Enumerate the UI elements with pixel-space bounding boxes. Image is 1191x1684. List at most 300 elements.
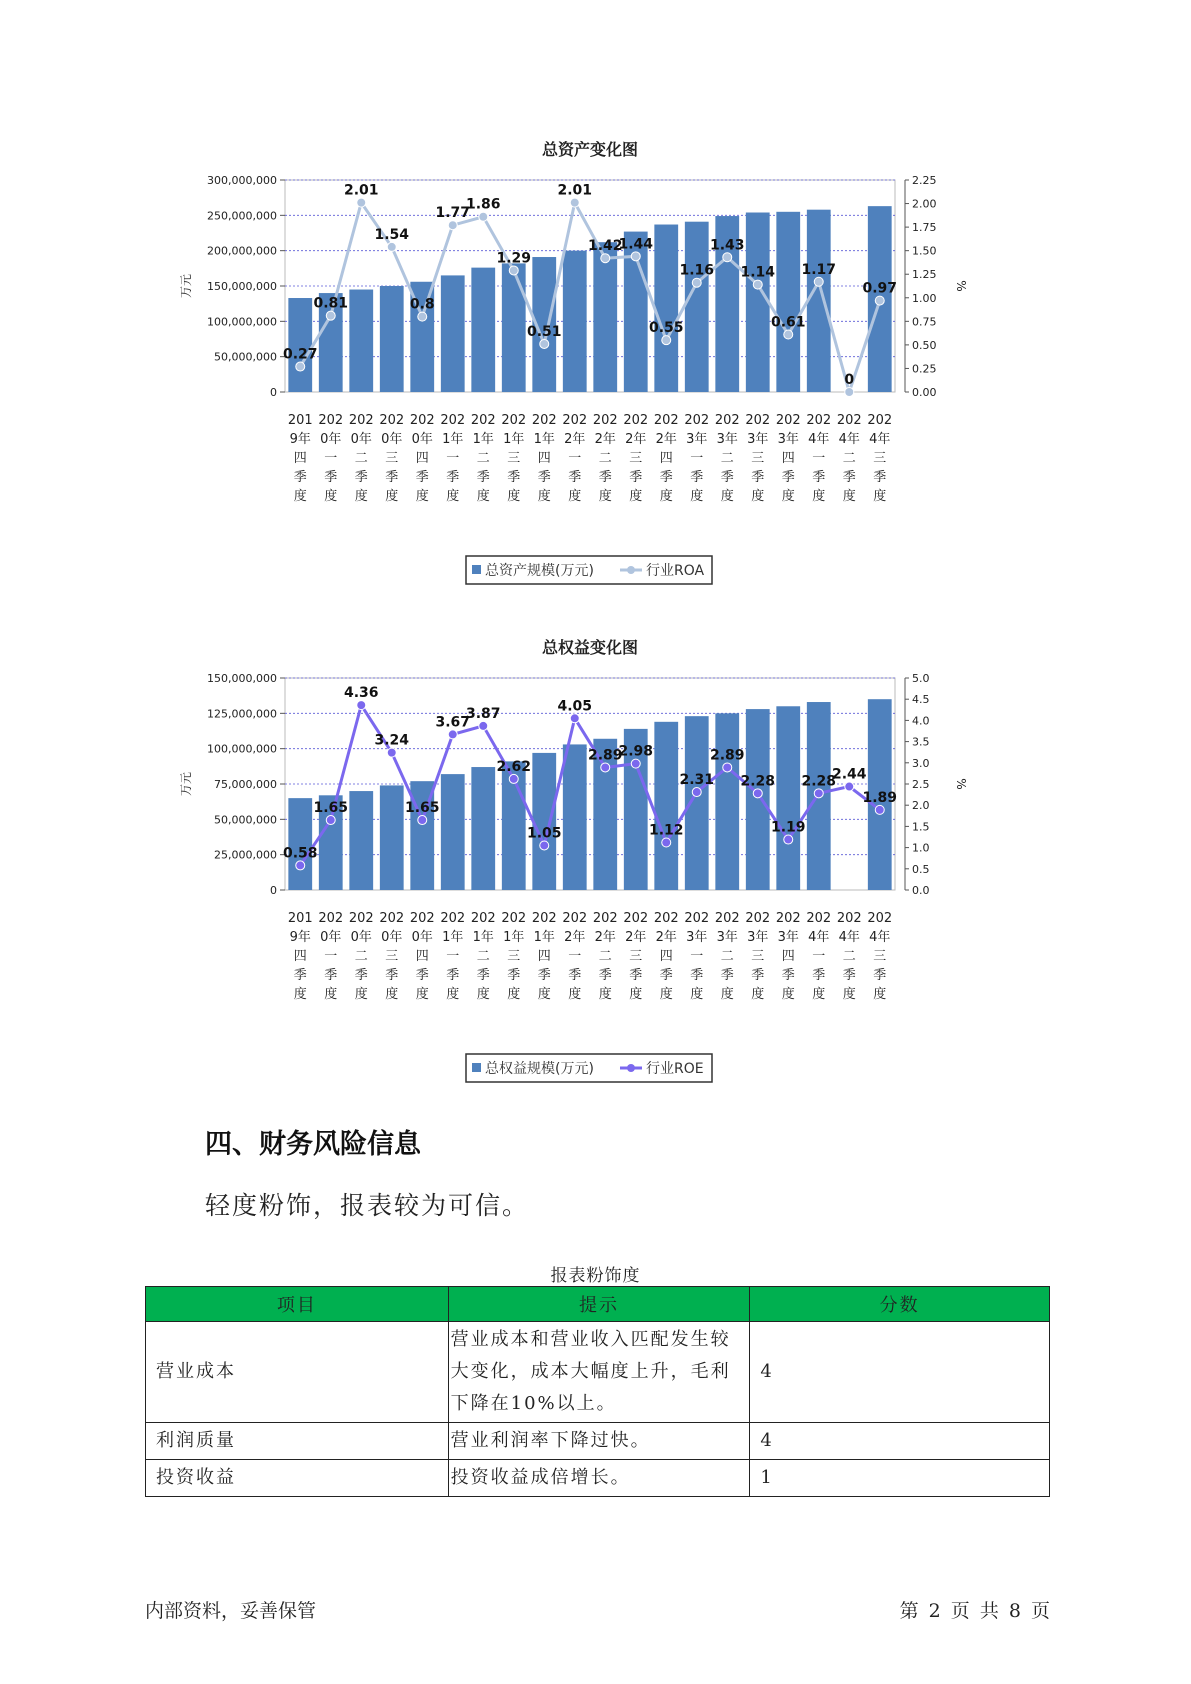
category-label: 季 (598, 470, 612, 485)
category-label: 一 (446, 949, 460, 964)
category-label: 季 (842, 470, 856, 485)
right-tick-label: 1.0 (912, 841, 930, 855)
row-score: 4 (750, 1322, 1050, 1423)
category-label: 0年 (350, 930, 372, 945)
table-row (146, 1423, 1050, 1460)
category-label: 季 (446, 968, 460, 983)
category-label: 季 (751, 968, 765, 983)
legend-label-line: 行业ROE (646, 1061, 704, 1077)
bar (715, 713, 739, 890)
category-label: 季 (385, 470, 399, 485)
category-label: 季 (873, 470, 887, 485)
data-label: 0.27 (282, 346, 318, 363)
category-label: 季 (659, 968, 673, 983)
category-label: 季 (690, 968, 704, 983)
data-label: 0.58 (282, 845, 318, 862)
right-tick-label: 0.50 (912, 338, 937, 352)
line-point (509, 774, 518, 783)
category-label: 202 (623, 413, 649, 428)
data-label: 2.28 (801, 773, 837, 790)
bar (532, 753, 556, 890)
category-label: 202 (775, 911, 801, 926)
data-label: 0.61 (770, 314, 806, 331)
category-label: 季 (537, 968, 551, 983)
right-axis-unit: % (954, 778, 968, 790)
category-label: 季 (873, 968, 887, 983)
category-label: 二 (842, 451, 856, 466)
line-point (357, 701, 366, 710)
category-label: 度 (476, 987, 490, 1002)
legend-swatch-bar (472, 1063, 481, 1072)
category-label: 季 (354, 470, 368, 485)
category-label: 季 (324, 968, 338, 983)
chart-title: 总资产变化图 (541, 140, 639, 159)
left-tick-label: 100,000,000 (207, 742, 277, 756)
category-label: 度 (446, 489, 460, 504)
line-point (296, 362, 305, 371)
category-label: 202 (409, 413, 435, 428)
category-label: 202 (379, 911, 405, 926)
bar (593, 242, 617, 392)
category-label: 202 (775, 413, 801, 428)
category-label: 4年 (869, 930, 891, 945)
line-point (753, 280, 762, 289)
category-label: 1年 (503, 432, 525, 447)
category-label: 4年 (838, 432, 860, 447)
header-item: 项目 (146, 1287, 449, 1322)
data-label: 1.65 (404, 800, 440, 817)
data-label: 3.87 (465, 705, 501, 722)
category-label: 1年 (472, 930, 494, 945)
category-label: 季 (629, 968, 643, 983)
data-label: 2.98 (618, 743, 654, 760)
line-point (418, 816, 427, 825)
section-heading: 四、财务风险信息 (205, 1129, 421, 1160)
data-label: 1.44 (618, 236, 654, 253)
category-label: 0年 (411, 930, 433, 945)
category-label: 202 (684, 911, 710, 926)
right-tick-label: 4.0 (912, 714, 930, 728)
category-label: 季 (659, 470, 673, 485)
category-label: 四 (781, 451, 795, 466)
line-point (692, 278, 701, 287)
footer-confidential: 内部资料，妥善保管 (145, 1600, 317, 1622)
category-label: 1年 (442, 432, 464, 447)
table-row (146, 1460, 1050, 1497)
category-label: 3年 (686, 930, 708, 945)
data-label: 0.55 (648, 320, 684, 337)
bar (349, 791, 373, 890)
line-point (814, 277, 823, 286)
left-tick-label: 50,000,000 (214, 350, 277, 364)
category-label: 季 (476, 968, 490, 983)
bar (349, 290, 373, 392)
category-label: 季 (812, 968, 826, 983)
line-point (326, 816, 335, 825)
line-point (875, 805, 884, 814)
category-label: 四 (659, 949, 673, 964)
left-tick-label: 300,000,000 (207, 174, 277, 187)
data-label: 2.31 (679, 772, 715, 789)
category-label: 202 (562, 413, 588, 428)
data-label: 2.89 (587, 747, 623, 764)
category-label: 0年 (381, 432, 403, 447)
category-label: 0年 (320, 432, 342, 447)
category-label: 202 (745, 413, 771, 428)
category-label: 四 (537, 949, 551, 964)
category-label: 三 (751, 451, 765, 466)
left-tick-label: 0 (270, 884, 277, 897)
bar (654, 225, 678, 392)
category-label: 度 (446, 987, 460, 1002)
line-point (540, 339, 549, 348)
category-label: 1年 (533, 930, 555, 945)
category-label: 二 (354, 451, 368, 466)
category-label: 度 (415, 489, 429, 504)
category-label: 度 (781, 489, 795, 504)
left-tick-label: 75,000,000 (214, 778, 277, 791)
bar (746, 213, 770, 392)
category-label: 度 (598, 489, 612, 504)
category-label: 度 (385, 987, 399, 1002)
category-label: 二 (476, 949, 490, 964)
category-label: 季 (781, 470, 795, 485)
legend-swatch-marker (627, 566, 635, 574)
category-label: 四 (415, 451, 429, 466)
category-label: 季 (415, 968, 429, 983)
row-hint: 营业成本和营业收入匹配发生较大变化，成本大幅度上升，毛利下降在10%以上。 (448, 1322, 750, 1423)
whitewash-table (145, 1286, 1050, 1497)
total-assets-chart (0, 140, 1191, 610)
line-point (784, 330, 793, 339)
category-label: 202 (714, 911, 740, 926)
header-score: 分数 (750, 1287, 1050, 1322)
category-label: 一 (812, 949, 826, 964)
category-label: 季 (415, 470, 429, 485)
category-label: 一 (568, 451, 582, 466)
bar (380, 785, 404, 890)
row-score: 1 (750, 1460, 1050, 1497)
data-label: 2.62 (496, 758, 532, 775)
category-label: 4年 (838, 930, 860, 945)
data-label: 2.44 (831, 766, 867, 783)
category-label: 季 (568, 968, 582, 983)
category-label: 季 (629, 470, 643, 485)
category-label: 季 (293, 968, 307, 983)
category-label: 度 (293, 489, 307, 504)
category-label: 季 (690, 470, 704, 485)
category-label: 202 (440, 413, 466, 428)
category-label: 度 (659, 489, 673, 504)
data-label: 1.29 (496, 250, 532, 267)
bar (685, 222, 709, 392)
left-axis-unit: 万元 (179, 771, 193, 797)
category-label: 4年 (808, 432, 830, 447)
data-label: 1.16 (679, 262, 715, 279)
legend-label-bar: 总权益规模(万元) (485, 1061, 594, 1077)
category-label: 2年 (564, 432, 586, 447)
category-label: 度 (537, 987, 551, 1002)
line-point (814, 789, 823, 798)
category-label: 202 (592, 413, 618, 428)
category-label: 季 (537, 470, 551, 485)
line-point (723, 253, 732, 262)
category-label: 季 (507, 968, 521, 983)
data-label: 0.51 (526, 323, 562, 340)
category-label: 度 (568, 489, 582, 504)
category-label: 季 (476, 470, 490, 485)
category-label: 3年 (716, 432, 738, 447)
left-tick-label: 25,000,000 (214, 848, 277, 862)
category-label: 202 (653, 911, 679, 926)
left-tick-label: 150,000,000 (207, 280, 277, 293)
category-label: 1年 (533, 432, 555, 447)
line-point (662, 336, 671, 345)
line-point (387, 748, 396, 757)
category-label: 3年 (777, 432, 799, 447)
category-label: 季 (385, 968, 399, 983)
data-label: 1.65 (313, 800, 349, 817)
data-label: 3.67 (435, 714, 471, 731)
category-label: 四 (537, 451, 551, 466)
row-hint: 投资收益成倍增长。 (448, 1460, 750, 1497)
category-label: 度 (720, 489, 734, 504)
category-label: 202 (836, 413, 862, 428)
category-label: 202 (867, 413, 893, 428)
category-label: 9年 (289, 930, 311, 945)
data-label: 3.24 (374, 732, 410, 749)
category-label: 202 (867, 911, 893, 926)
category-label: 202 (531, 911, 557, 926)
data-label: 4.36 (343, 685, 379, 702)
category-label: 1年 (442, 930, 464, 945)
bar (471, 767, 495, 890)
header-hint: 提示 (448, 1287, 750, 1322)
left-tick-label: 50,000,000 (214, 813, 277, 827)
category-label: 四 (781, 949, 795, 964)
bar (776, 212, 800, 392)
section-summary: 轻度粉饰，报表较为可信。 (205, 1191, 530, 1220)
category-label: 202 (470, 413, 496, 428)
category-label: 2年 (594, 432, 616, 447)
category-label: 季 (324, 470, 338, 485)
category-label: 3年 (686, 432, 708, 447)
legend-label-line: 行业ROA (646, 563, 705, 579)
category-label: 2年 (564, 930, 586, 945)
right-tick-label: 2.0 (912, 799, 930, 813)
category-label: 季 (446, 470, 460, 485)
category-label: 度 (507, 987, 521, 1002)
category-label: 2年 (625, 930, 647, 945)
data-label: 1.17 (801, 261, 837, 278)
category-label: 四 (293, 949, 307, 964)
category-label: 201 (287, 413, 313, 428)
legend-swatch-marker (627, 1064, 635, 1072)
row-item: 投资收益 (146, 1460, 449, 1497)
line-point (845, 388, 854, 397)
right-tick-label: 0.5 (912, 862, 930, 876)
category-label: 四 (659, 451, 673, 466)
row-hint: 营业利润率下降过快。 (448, 1423, 750, 1460)
category-label: 202 (348, 413, 374, 428)
right-tick-label: 2.00 (912, 197, 937, 211)
category-label: 度 (751, 489, 765, 504)
category-label: 季 (568, 470, 582, 485)
right-tick-label: 1.5 (912, 820, 930, 834)
table-row (146, 1322, 1050, 1423)
category-label: 度 (781, 987, 795, 1002)
category-label: 度 (812, 987, 826, 1002)
table-caption: 报表粉饰度 (550, 1266, 641, 1286)
right-tick-label: 2.25 (912, 174, 937, 187)
data-label: 1.86 (465, 196, 501, 213)
category-label: 度 (354, 987, 368, 1002)
category-label: 三 (507, 949, 521, 964)
category-label: 1年 (472, 432, 494, 447)
category-label: 一 (446, 451, 460, 466)
category-label: 3年 (716, 930, 738, 945)
category-label: 一 (690, 949, 704, 964)
row-item: 营业成本 (146, 1322, 449, 1423)
left-axis-unit: 万元 (179, 273, 193, 299)
legend-label-bar: 总资产规模(万元) (485, 563, 594, 579)
line-point (601, 254, 610, 263)
bar (441, 275, 465, 392)
right-tick-label: 1.50 (912, 244, 937, 258)
line-point (448, 221, 457, 230)
line-point (387, 242, 396, 251)
category-label: 季 (781, 968, 795, 983)
category-label: 201 (287, 911, 313, 926)
category-label: 202 (501, 911, 527, 926)
category-label: 三 (629, 949, 643, 964)
bar (807, 210, 831, 392)
category-label: 202 (409, 911, 435, 926)
category-label: 0年 (381, 930, 403, 945)
data-label: 2.01 (557, 182, 593, 199)
category-label: 3年 (747, 432, 769, 447)
category-label: 202 (562, 911, 588, 926)
category-label: 季 (842, 968, 856, 983)
category-label: 202 (806, 911, 832, 926)
category-label: 四 (415, 949, 429, 964)
bar (654, 722, 678, 890)
category-label: 度 (629, 987, 643, 1002)
category-label: 度 (659, 987, 673, 1002)
legend-swatch-bar (472, 565, 481, 574)
bar (288, 798, 312, 890)
left-tick-label: 250,000,000 (207, 209, 277, 223)
category-label: 202 (440, 911, 466, 926)
category-label: 三 (507, 451, 521, 466)
category-label: 202 (714, 413, 740, 428)
category-label: 202 (745, 911, 771, 926)
category-label: 三 (873, 949, 887, 964)
category-label: 度 (598, 987, 612, 1002)
category-label: 二 (720, 949, 734, 964)
line-point (448, 730, 457, 739)
category-label: 季 (293, 470, 307, 485)
right-tick-label: 1.00 (912, 291, 937, 305)
line-point (418, 312, 427, 321)
category-label: 季 (751, 470, 765, 485)
category-label: 二 (598, 949, 612, 964)
bar (471, 268, 495, 392)
category-label: 度 (385, 489, 399, 504)
data-label: 1.12 (648, 822, 684, 839)
category-label: 季 (354, 968, 368, 983)
chart-title: 总权益变化图 (541, 638, 639, 657)
category-label: 季 (507, 470, 521, 485)
category-label: 二 (720, 451, 734, 466)
category-label: 度 (354, 489, 368, 504)
data-label: 2.89 (709, 747, 745, 764)
category-label: 度 (690, 489, 704, 504)
category-label: 二 (354, 949, 368, 964)
category-label: 4年 (869, 432, 891, 447)
category-label: 202 (501, 413, 527, 428)
category-label: 三 (385, 949, 399, 964)
line-point (296, 861, 305, 870)
category-label: 度 (873, 987, 887, 1002)
right-tick-label: 5.0 (912, 672, 930, 685)
right-tick-label: 0.25 (912, 362, 937, 376)
category-label: 度 (842, 987, 856, 1002)
table-header-row (146, 1287, 1050, 1322)
left-tick-label: 100,000,000 (207, 315, 277, 329)
category-label: 度 (751, 987, 765, 1002)
data-label: 4.05 (557, 698, 593, 715)
category-label: 0年 (411, 432, 433, 447)
category-label: 1年 (503, 930, 525, 945)
row-item: 利润质量 (146, 1423, 449, 1460)
category-label: 季 (812, 470, 826, 485)
category-label: 季 (720, 470, 734, 485)
category-label: 度 (324, 987, 338, 1002)
category-label: 度 (568, 987, 582, 1002)
data-label: 1.77 (435, 205, 471, 222)
category-label: 0年 (350, 432, 372, 447)
line-point (540, 841, 549, 850)
category-label: 度 (690, 987, 704, 1002)
category-label: 2年 (594, 930, 616, 945)
category-label: 度 (629, 489, 643, 504)
right-tick-label: 3.5 (912, 735, 930, 749)
line-point (845, 782, 854, 791)
data-label: 1.42 (587, 238, 623, 255)
line-point (326, 311, 335, 320)
bar (380, 286, 404, 392)
right-tick-label: 1.75 (912, 221, 937, 235)
category-label: 202 (806, 413, 832, 428)
data-label: 2.01 (343, 182, 379, 199)
data-label: 0.97 (862, 280, 898, 297)
data-label: 0 (844, 372, 855, 388)
bar (776, 706, 800, 890)
line-point (723, 763, 732, 772)
category-label: 202 (348, 911, 374, 926)
data-label: 1.05 (526, 825, 562, 842)
total-equity-chart (0, 638, 1191, 1108)
category-label: 度 (873, 489, 887, 504)
left-tick-label: 150,000,000 (207, 672, 277, 685)
category-label: 202 (318, 413, 344, 428)
line-point (784, 835, 793, 844)
category-label: 202 (653, 413, 679, 428)
category-label: 一 (812, 451, 826, 466)
category-label: 一 (690, 451, 704, 466)
category-label: 3年 (747, 930, 769, 945)
